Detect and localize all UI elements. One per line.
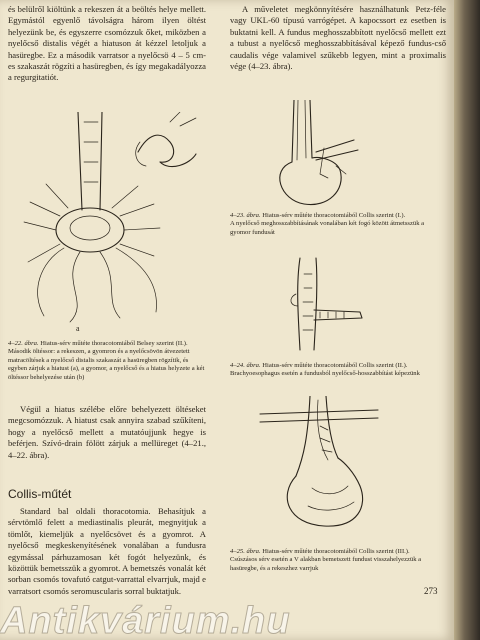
- figure-4-24-caption-lead: 4–24. ábra.: [230, 362, 261, 369]
- figure-4-24-caption-detail: Brachyoesophagus esetén a fundusból nyelőcső-hosszabbítást képezünk: [230, 370, 420, 378]
- figure-4-22-marker: a: [76, 324, 80, 333]
- figure-4-25-caption: [230, 548, 446, 573]
- figure-4-24-caption-text: Hiatus-sérv műtéte thoracotomiából Collis szerint (II.).: [262, 362, 408, 369]
- figure-4-25-caption-detail: Csúszásos sérv esetén a V alakban bemetszett fundust visszahelyezzük a hasüregbe, és a rekeszhez varrjuk: [230, 556, 422, 572]
- figure-4-22-caption: [8, 340, 208, 382]
- page-number: 273: [424, 586, 438, 596]
- figure-4-24: [270, 254, 380, 354]
- figure-4-24-caption: [230, 362, 446, 379]
- figure-4-22-caption-lead: 4–22. ábra.: [8, 340, 39, 347]
- watermark: Antikvárium.hu: [0, 600, 291, 640]
- figure-4-25-caption-text: Hiatus-sérv műtéte thoracotomiából Collis szerint (III.).: [262, 548, 410, 555]
- figure-4-23-caption-text: Hiatus-sérv műtéte thoracotomiából Collis szerint (I.).: [262, 212, 406, 219]
- figure-4-23-caption: [230, 212, 446, 237]
- section-heading-collis: Collis-műtét: [8, 487, 72, 501]
- figure-4-24-drawing: [270, 254, 380, 354]
- figure-4-25-drawing: [258, 396, 398, 532]
- figure-4-23-caption-detail: A nyelőcső meghosszabbításának vonalában két fogó között átmetsszük a gyomor fundusát: [230, 220, 425, 236]
- book-spine-shadow: [454, 0, 480, 640]
- figure-4-22-drawing: [20, 112, 210, 330]
- figure-4-23-drawing: [250, 100, 370, 210]
- figure-4-25-caption-lead: 4–25. ábra.: [230, 548, 261, 555]
- figure-4-23: [250, 100, 370, 210]
- figure-4-22-caption-text: Hiatus-sérv műtéte thoracotomiából Belsey szerint (II.).: [40, 340, 188, 347]
- left-collis-paragraph: Standard bal oldali thoracotomia. Behasítjuk a sérvtömlő felett a mediastinalis pleurát, megnyitjuk a tömlőt, kiemeljük a nyelőcsövet és a gyomrot. A nyelőcső megkeskenyítésének vonalában a fundusra egymással párhuzamosan két fogót helyezünk, és közöttük bemetsszük a gyomrot. A bemetszés vonalát két sorban csomós tovafutó catgut-varrattal elvarrjuk, majd e varratsort csomós seromuscularis sorral buktatjuk.: [8, 506, 206, 596]
- left-closing-paragraph: Végül a hiatus szélébe előre behelyezett öltéseket megcsomózzuk. A hiatust csak annyira szabad szűkíteni, hogy a nyelőcső mellett a mutatóujjunk hegye is beférjen. Szívó-drain fölött zárjuk a mellüreget (4–21., 4–22. ábra).: [8, 404, 206, 460]
- figure-4-23-caption-lead: 4–23. ábra.: [230, 212, 261, 219]
- right-intro-paragraph: A műveletet megkönnyítésére használhatunk Petz-féle vagy UKL-60 típusú varrógépet. A kapocssort ez esetben is buktatni kell. A fundus meghosszabbított nyelőcső mellett ezt a tubust a nyelőcső meghosszabbításával képező fundus-cső caudalis vége valamivel szűkebb legyen, mint a proximalis vége (4–23. ábra).: [230, 4, 446, 72]
- figure-4-22: [20, 112, 210, 330]
- left-intro-paragraph: és belülről kiöltünk a rekeszen át a beöltés helye mellett. Egymástól egyenlő távolságra három ilyen öltést helyezünk be, és egyszerre csomózzuk őket, miközben a nyelőcső distalis végét a hiatuson át kézzel letoljuk a hasüregbe. Ez a második varratsor a nyelőcsö 4 – 5 cm-es szakaszát rögzíti a hasüregben, és így megakadályozza a regurgitatiót.: [8, 4, 206, 83]
- figure-4-25: [258, 396, 398, 532]
- figure-4-22-caption-detail: Második öltéssor: a rekeszen, a gyomron és a nyelőcsövön átvezetett matracöltések a nyelőcső distalis szakaszát a hasüregben rögzítik, és egyben zárjuk a hiatust (a), a gyomor, a nyelőcső és a hiatus helyzete a két öltéssor behelyezése után (b): [8, 348, 205, 381]
